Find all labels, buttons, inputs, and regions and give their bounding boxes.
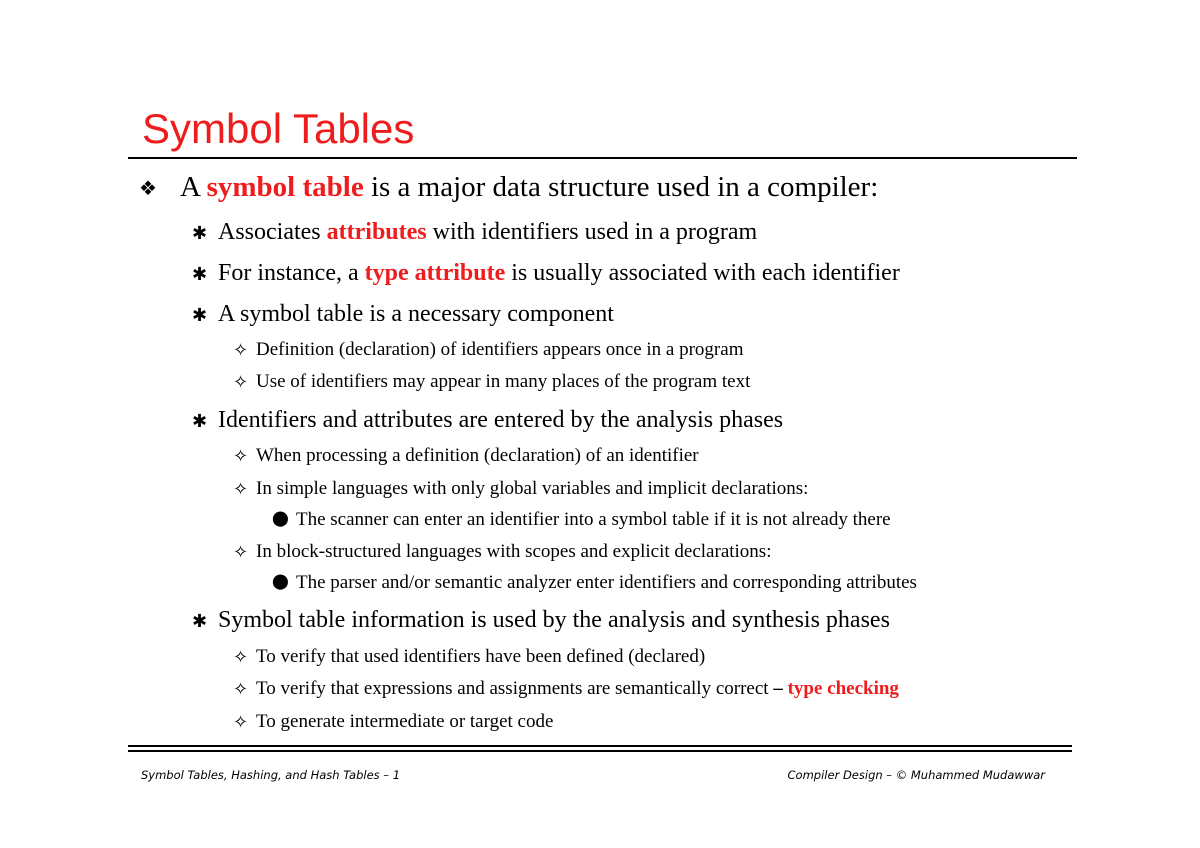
four-pointed-star-outline-icon: ✧ bbox=[233, 372, 249, 392]
four-pointed-star-outline-icon: ✧ bbox=[233, 479, 249, 499]
slide-title: Symbol Tables bbox=[142, 105, 415, 152]
asterisk-star-bullet-icon: ✱ bbox=[192, 411, 208, 431]
title-divider bbox=[128, 157, 1077, 159]
asterisk-star-bullet-icon: ✱ bbox=[192, 305, 208, 325]
keyword-type-checking: type checking bbox=[787, 678, 899, 699]
bullet-line-10: The scanner can enter an identifier into a symbol table if it is not already there bbox=[296, 509, 891, 530]
asterisk-star-bullet-icon: ✱ bbox=[192, 611, 208, 631]
four-pointed-star-outline-icon: ✧ bbox=[233, 647, 249, 667]
four-pointed-star-outline-icon: ✧ bbox=[233, 542, 249, 562]
footer-right: Compiler Design – © Muhammed Mudawwar bbox=[787, 768, 1045, 782]
bullet-line-1: A symbol table is a major data structure used in a compiler: bbox=[180, 171, 879, 203]
keyword-attributes: attributes bbox=[326, 219, 427, 245]
keyword-symbol-table: symbol table bbox=[206, 171, 364, 203]
asterisk-star-bullet-icon: ✱ bbox=[192, 223, 208, 243]
bullet-line-9: In simple languages with only global variables and implicit declarations: bbox=[256, 478, 809, 499]
filled-circle-bullet-icon: ⬤ bbox=[272, 511, 289, 527]
filled-circle-bullet-icon: ⬤ bbox=[272, 574, 289, 590]
bullet-line-8: When processing a definition (declaration) of an identifier bbox=[256, 445, 699, 466]
four-pointed-star-outline-icon: ✧ bbox=[233, 340, 249, 360]
bullet-line-2: Associates attributes with identifiers used in a program bbox=[218, 219, 758, 245]
bullet-line-3: For instance, a type attribute is usually associated with each identifier bbox=[218, 260, 900, 286]
bullet-line-14: To verify that used identifiers have been defined (declared) bbox=[256, 646, 706, 667]
keyword-type-attribute: type attribute bbox=[364, 260, 506, 286]
bullet-line-15: To verify that expressions and assignments are semantically correct – type checking bbox=[256, 678, 899, 699]
four-pointed-star-outline-icon: ✧ bbox=[233, 679, 249, 699]
footer-divider-bottom bbox=[128, 750, 1072, 752]
asterisk-star-bullet-icon: ✱ bbox=[192, 264, 208, 284]
bullet-line-4: A symbol table is a necessary component bbox=[218, 301, 614, 327]
bullet-line-11: In block-structured languages with scopes and explicit declarations: bbox=[256, 541, 772, 562]
bullet-line-16: To generate intermediate or target code bbox=[256, 711, 554, 732]
bullet-line-13: Symbol table information is used by the analysis and synthesis phases bbox=[218, 607, 890, 633]
bullet-line-12: The parser and/or semantic analyzer enter identifiers and corresponding attributes bbox=[296, 572, 917, 593]
four-diamond-bullet-icon: ❖ bbox=[139, 178, 157, 200]
bullet-line-6: Use of identifiers may appear in many places of the program text bbox=[256, 371, 751, 392]
four-pointed-star-outline-icon: ✧ bbox=[233, 446, 249, 466]
footer-left: Symbol Tables, Hashing, and Hash Tables – 1 bbox=[141, 768, 401, 782]
en-dash: – bbox=[773, 678, 783, 699]
bullet-line-5: Definition (declaration) of identifiers appears once in a program bbox=[256, 339, 744, 360]
bullet-line-7: Identifiers and attributes are entered by the analysis phases bbox=[218, 407, 784, 433]
footer-divider-top bbox=[128, 745, 1072, 747]
four-pointed-star-outline-icon: ✧ bbox=[233, 712, 249, 732]
